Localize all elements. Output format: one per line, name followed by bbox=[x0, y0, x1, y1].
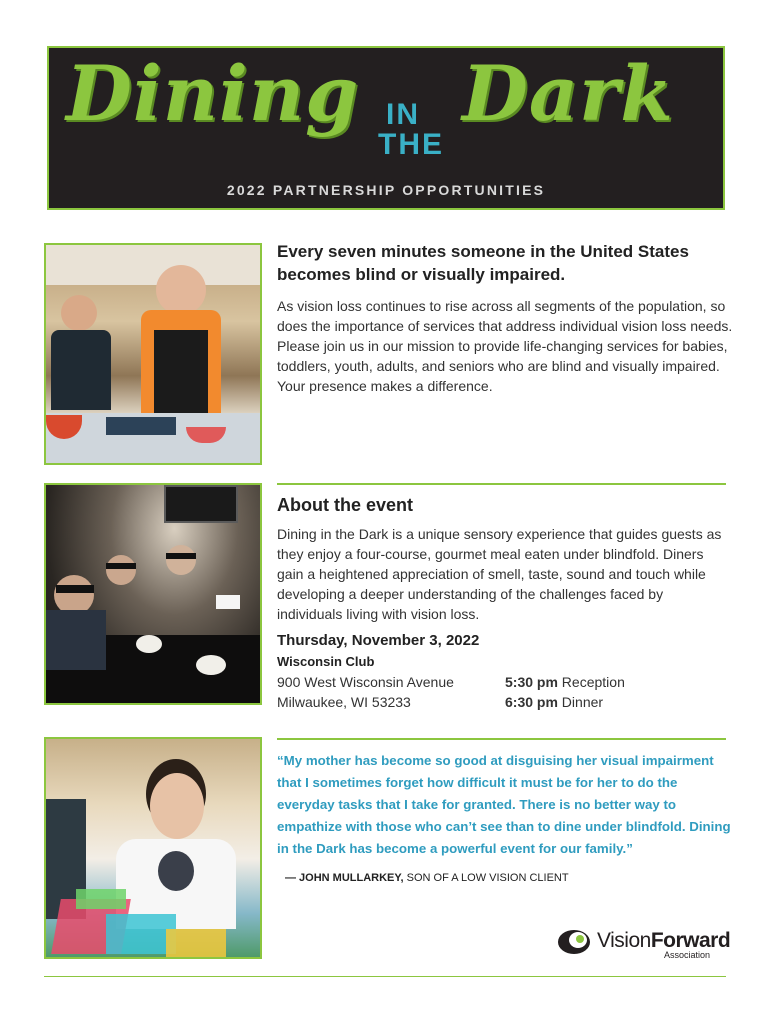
header-subtitle: 2022 PARTNERSHIP OPPORTUNITIES bbox=[226, 182, 546, 198]
title-dining: Dining bbox=[66, 49, 360, 138]
quote-author-role: SON OF A LOW VISION CLIENT bbox=[403, 872, 569, 884]
schedule-label: Dinner bbox=[557, 694, 604, 710]
title-dark: Dark bbox=[462, 49, 674, 138]
photo-cooking-demo bbox=[44, 243, 262, 465]
schedule-reception bbox=[505, 672, 625, 692]
section-divider bbox=[277, 738, 726, 740]
intro-headline: Every seven minutes someone in the United States becomes blind or visually impaired. bbox=[277, 242, 689, 284]
logo-vision-text: Vision bbox=[597, 929, 651, 952]
testimonial-quote: “My mother has become so good at disguising her visual impairment that I sometimes forget how difficult it must be for her to do the everyday tasks that I take for granted. There is no better way to empathize with those who can’t see than to dine under blindfold. Dining in the Dark has become a powerful event for our family.” bbox=[277, 753, 731, 856]
logo-association-text: Association bbox=[664, 950, 711, 960]
venue-name: Wisconsin Club bbox=[277, 654, 375, 669]
title-the: THE bbox=[378, 128, 444, 161]
venue-address-line1: 900 West Wisconsin Avenue bbox=[277, 674, 454, 690]
about-paragraph: Dining in the Dark is a unique sensory experience that guides guests as they enjoy a four-course, gourmet meal eaten under blindfold. Diners gain a heightened appreciation of smell, taste, sound and touch while developing a deeper understanding of the challenges faced by individuals living with vision loss. bbox=[277, 526, 722, 622]
photo-blindfolded-diners bbox=[44, 483, 262, 705]
schedule-label: Reception bbox=[557, 674, 625, 690]
photo-child-playing bbox=[44, 737, 262, 959]
venue-address-line2: Milwaukee, WI 53233 bbox=[277, 694, 411, 710]
event-date: Thursday, November 3, 2022 bbox=[277, 632, 480, 649]
quote-attribution bbox=[285, 872, 569, 884]
logo-forward-text: Forward bbox=[650, 929, 731, 952]
about-heading: About the event bbox=[277, 495, 414, 515]
schedule-time: 6:30 pm bbox=[505, 694, 558, 710]
intro-paragraph: As vision loss continues to rise across all segments of the population, so does the importance of services that address individual vision loss needs. Please join us in our mission to provide life-changing services for babies, toddlers, youth, adults, and seniors who are blind and visually impaired. Your presence makes a difference. bbox=[277, 298, 733, 394]
section-divider bbox=[277, 483, 726, 485]
vision-forward-logo-icon bbox=[557, 929, 591, 955]
schedule-dinner bbox=[505, 692, 603, 712]
schedule-time: 5:30 pm bbox=[505, 674, 558, 690]
footer-rule bbox=[44, 976, 726, 977]
title-in: IN bbox=[386, 98, 420, 131]
quote-author: — JOHN MULLARKEY, bbox=[285, 872, 404, 884]
